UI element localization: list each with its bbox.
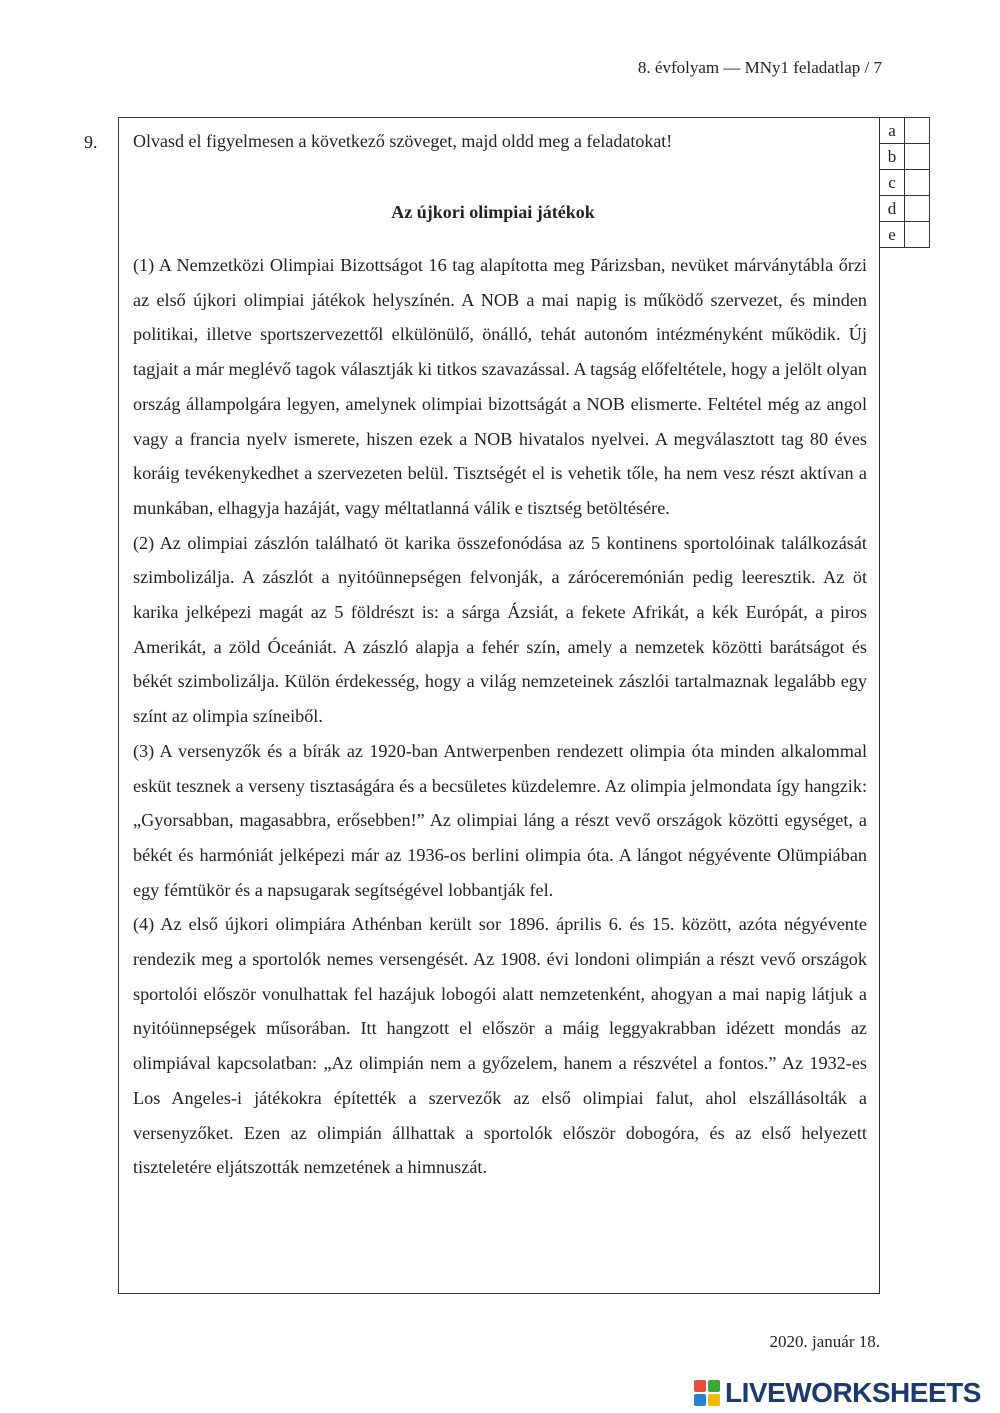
paragraph-2: (2) Az olimpiai zászlón található öt karika összefonódása az 5 kontinens sportolóinak találkozását szimbolizálja. A zászlót a nyitóünnepségen felvonják, a záróceremónián pedig leeresztik. Az öt karika jelképezi magát az 5 földrészt is: a sárga Ázsiát, a fekete Afrikát, a kék Európát, a piros Amerikát, a zöld Óceániát. A zászló alapja a fehér szín, amely a nemzetek közötti barátságot és békét szimbolizálja. Külön érdekesség, hogy a világ nemzeteinek zászlói tartalmaznak legalább egy színt az olimpia színeiből. <box>133 532 867 727</box>
logo-square-4 <box>708 1394 720 1406</box>
score-label-b: b <box>880 144 905 170</box>
score-cell-a[interactable] <box>905 118 930 144</box>
score-label-c: c <box>880 170 905 196</box>
task-instruction: Olvasd el figyelmesen a következő szöveget, majd oldd meg a feladatokat! <box>133 131 673 151</box>
score-label-a: a <box>880 118 905 144</box>
paragraph-3: (3) A versenyzők és a bírák az 1920-ban Antwerpenben rendezett olimpia óta minden alkalommal esküt tesznek a verseny tisztaságára és a becsületes küzdelemre. Az olimpia jelmondata így hangzik: „Gyorsabban, magasabbra, erősebben!” Az olimpiai láng a részt vevő országok közötti egységet, a békét és harmóniát jelképezi már az 1936-os berlini olimpia óta. A lángot négyévente Olümpiában egy fémtükör és a napsugarak segítségével lobbantják fel. <box>133 740 867 900</box>
watermark-text: LIVEWORKSHEETS <box>725 1377 981 1408</box>
score-label-e: e <box>880 222 905 248</box>
score-cell-d[interactable] <box>905 196 930 222</box>
score-table <box>879 117 930 248</box>
logo-square-3 <box>694 1394 706 1406</box>
logo-square-2 <box>708 1380 720 1392</box>
logo-square-1 <box>694 1380 706 1392</box>
page-header: 8. évfolyam — MNy1 feladatlap / 7 <box>637 58 882 77</box>
liveworksheets-logo-icon <box>694 1380 720 1406</box>
text-title: Az újkori olimpiai játékok <box>391 202 595 222</box>
task-box <box>118 117 880 1294</box>
task-number: 9. <box>84 132 98 152</box>
score-cell-c[interactable] <box>905 170 930 196</box>
score-cell-b[interactable] <box>905 144 930 170</box>
reading-text <box>133 248 867 1185</box>
footer-date: 2020. január 18. <box>769 1332 880 1351</box>
liveworksheets-watermark[interactable] <box>694 1376 981 1410</box>
paragraph-1: (1) A Nemzetközi Olimpiai Bizottságot 16 tag alapította meg Párizsban, nevüket márványtábla őrzi az első újkori olimpiai játékok helyszínén. A NOB a mai napig is működő szervezet, és minden politikai, illetve sportszervezettől elkülönülő, önálló, tehát autonóm intézményként működik. Új tagjait a már meglévő tagok választják ki titkos szavazással. A tagság előfeltétele, hogy a jelölt olyan ország állampolgára legyen, amelynek olimpiai bizottságát a NOB elismerte. Feltétel még az angol vagy a francia nyelv ismerete, hiszen ezek a NOB hivatalos nyelvei. A megválasztott tag 80 éves koráig tevékenykedhet a szervezeten belül. Tisztségét el is vehetik tőle, ha nem vesz részt aktívan a munkában, elhagyja hazáját, vagy méltatlanná válik e tisztség betöltésére. <box>133 255 867 518</box>
score-label-d: d <box>880 196 905 222</box>
score-cell-e[interactable] <box>905 222 930 248</box>
paragraph-4: (4) Az első újkori olimpiára Athénban került sor 1896. április 6. és 15. között, azóta négyévente rendezik meg a sportolók nemes versengését. Az 1908. évi londoni olimpián a részt vevő országok sportolói először vonulhattak fel hazájuk lobogói alatt nemzetenként, ahogyan a mai napig látjuk a nyitóünnepségek műsorában. Itt hangzott el először a máig leggyakrabban idézett mondás az olimpiával kapcsolatban: „Az olimpián nem a győzelem, hanem a részvétel a fontos.” Az 1932-es Los Angeles-i játékokra építették a szervezők az első olimpiai falut, ahol elszállásolták a versenyzőket. Ezen az olimpián állhattak a sportolók először dobogóra, és az első helyezett tiszteletére eljátszották nemzetének a himnuszát. <box>133 914 867 1178</box>
